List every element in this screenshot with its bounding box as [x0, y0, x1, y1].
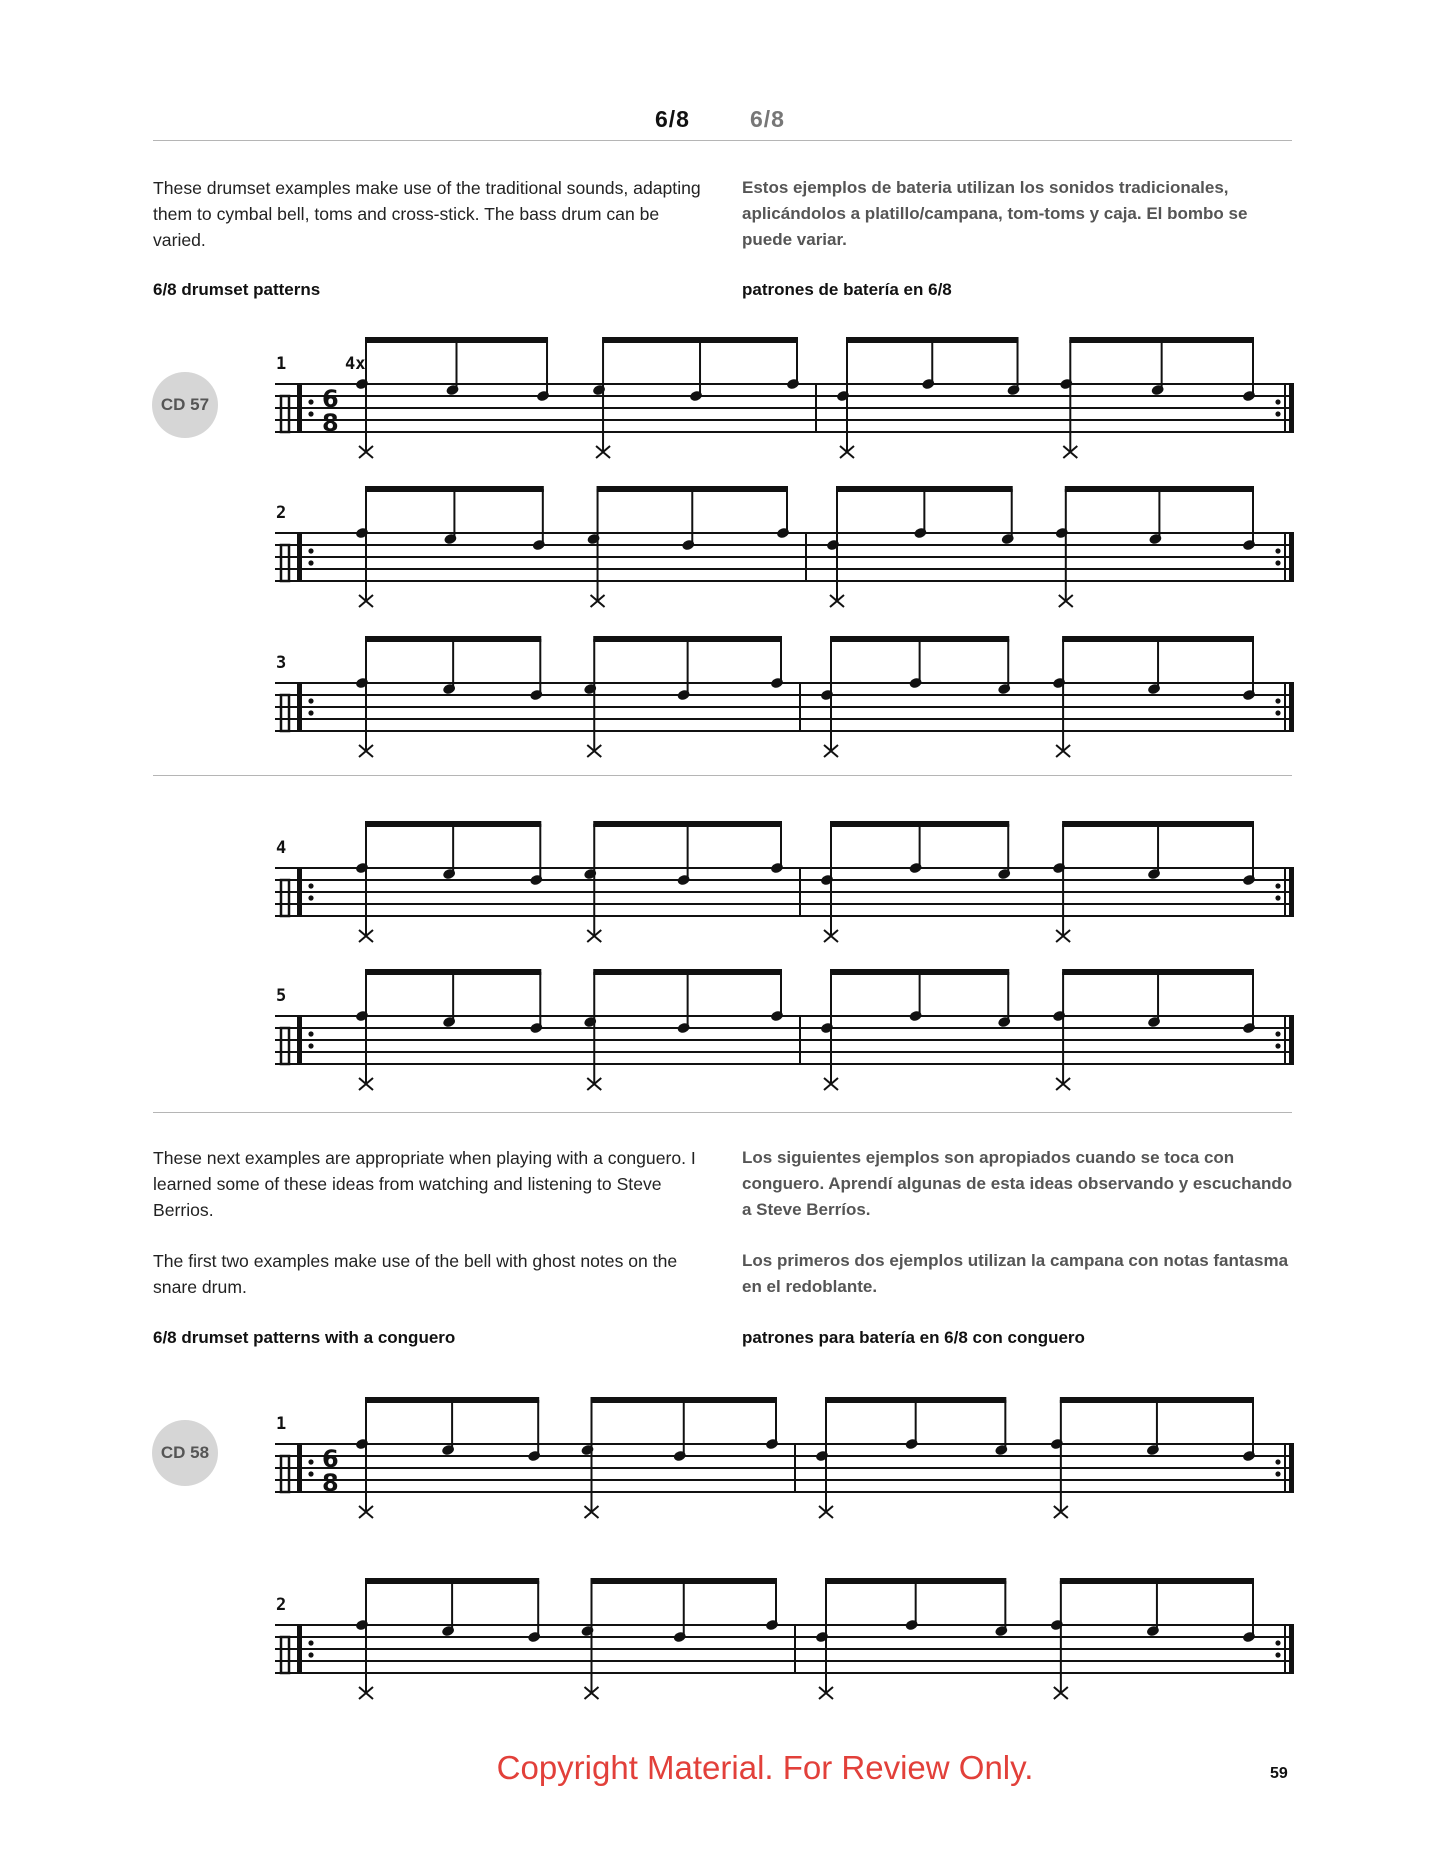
note-head — [1055, 527, 1069, 540]
note-head — [994, 1444, 1008, 1457]
note-head — [689, 390, 703, 403]
example-number: 3 — [276, 653, 287, 673]
note-head — [908, 1010, 922, 1023]
note-head — [355, 1010, 369, 1023]
note-head — [1052, 677, 1066, 690]
ghost-notes-paragraph-en: The first two examples make use of the bell with ghost notes on the snare drum. — [153, 1251, 678, 1297]
repeat-dot — [308, 698, 313, 703]
repeat-end-barline — [1289, 867, 1294, 917]
note-head — [355, 378, 369, 391]
repeat-start-barline — [297, 383, 302, 433]
note-head — [997, 683, 1011, 696]
conguero-heading-en: 6/8 drumset patterns with a conguero — [153, 1328, 456, 1347]
note-head — [765, 1438, 779, 1451]
repeat-dot — [308, 1031, 313, 1036]
note-head — [1147, 1016, 1161, 1029]
repeat-dot — [1275, 1459, 1280, 1464]
percussion-clef-icon — [281, 1456, 289, 1492]
note-head — [815, 1631, 829, 1644]
note-head — [529, 1022, 543, 1035]
note-head — [583, 683, 597, 696]
note-head — [583, 868, 597, 881]
ghost-notes-paragraph-es: Los primeros dos ejemplos utilizan la campana con notas fantasma en el redoblante. — [742, 1251, 1289, 1296]
note-head — [442, 868, 456, 881]
note-head — [765, 1619, 779, 1632]
note-head — [770, 862, 784, 875]
note-head — [1147, 868, 1161, 881]
note-head — [1242, 390, 1256, 403]
example-number: 1 — [276, 354, 287, 374]
note-head — [1052, 1010, 1066, 1023]
repeat-start-barline — [297, 1624, 302, 1674]
note-head — [826, 539, 840, 552]
note-head — [815, 1450, 829, 1463]
note-head — [770, 1010, 784, 1023]
repeat-dot — [308, 548, 313, 553]
note-head — [997, 868, 1011, 881]
time-signature-bottom: 8 — [322, 1469, 339, 1497]
repeat-end-barline — [1289, 1015, 1294, 1065]
repeat-end-barline — [1289, 1443, 1294, 1493]
note-head — [908, 677, 922, 690]
conguero-paragraph-en: These next examples are appropriate when playing with a conguero. I learned some of these ideas from watching and listening to Steve Berrios. — [153, 1148, 696, 1220]
note-head — [676, 689, 690, 702]
example-number: 5 — [276, 986, 287, 1006]
note-head — [1147, 683, 1161, 696]
repeat-dot — [1275, 698, 1280, 703]
repeat-dot — [308, 1652, 313, 1657]
repeat-dot — [308, 560, 313, 565]
note-head — [681, 539, 695, 552]
note-head — [580, 1444, 594, 1457]
repeat-dot — [1275, 710, 1280, 715]
section-heading-en: 6/8 drumset patterns — [153, 280, 321, 299]
note-head — [820, 689, 834, 702]
note-head — [441, 1444, 455, 1457]
note-head — [355, 527, 369, 540]
note-head — [997, 1016, 1011, 1029]
note-head — [1242, 539, 1256, 552]
repeat-dot — [1275, 548, 1280, 553]
time-signature-bottom: 8 — [322, 409, 339, 437]
repeat-dot — [1275, 1652, 1280, 1657]
repeat-end-barline — [1289, 682, 1294, 732]
repeat-dot — [1275, 399, 1280, 404]
repeat-dot — [308, 1459, 313, 1464]
note-head — [583, 1016, 597, 1029]
note-head — [442, 1016, 456, 1029]
note-head — [586, 533, 600, 546]
percussion-clef-icon — [281, 545, 289, 581]
note-head — [1242, 1022, 1256, 1035]
example-number: 2 — [276, 503, 287, 523]
note-head — [580, 1625, 594, 1638]
note-head — [532, 539, 546, 552]
repeat-dot — [1275, 560, 1280, 565]
note-head — [441, 1625, 455, 1638]
note-head — [442, 683, 456, 696]
note-head — [1242, 1631, 1256, 1644]
note-head — [445, 384, 459, 397]
cd-track-badge: CD 57 — [152, 372, 218, 438]
repeat-dot — [308, 399, 313, 404]
repeat-start-barline — [297, 1443, 302, 1493]
percussion-clef-icon — [281, 1637, 289, 1673]
repeat-dot — [308, 1043, 313, 1048]
copyright-notice: Copyright Material. For Review Only. — [496, 1749, 1034, 1786]
repeat-dot — [308, 883, 313, 888]
note-head — [443, 533, 457, 546]
section-divider — [153, 1112, 1292, 1113]
note-head — [913, 527, 927, 540]
note-head — [676, 1022, 690, 1035]
percussion-clef-icon — [281, 880, 289, 916]
note-head — [529, 689, 543, 702]
repeat-start-barline — [297, 682, 302, 732]
repeat-end-barline — [1289, 383, 1294, 433]
percussion-clef-icon — [281, 695, 289, 731]
note-head — [1006, 384, 1020, 397]
page-number: 59 — [1270, 1765, 1288, 1782]
note-head — [1052, 862, 1066, 875]
repeat-dot — [1275, 1031, 1280, 1036]
note-head — [1242, 874, 1256, 887]
repeat-dot — [1275, 895, 1280, 900]
example-number: 4 — [276, 838, 287, 858]
note-head — [1146, 1625, 1160, 1638]
note-head — [592, 384, 606, 397]
repeat-dot — [308, 411, 313, 416]
note-head — [1001, 533, 1015, 546]
repeat-end-barline — [1289, 1624, 1294, 1674]
cd-track-badge: CD 58 — [152, 1420, 218, 1486]
repeat-dot — [1275, 411, 1280, 416]
note-head — [355, 1438, 369, 1451]
example-number: 1 — [276, 1414, 287, 1434]
example-number: 2 — [276, 1595, 287, 1615]
note-head — [770, 677, 784, 690]
repeat-count: 4x — [345, 354, 366, 374]
repeat-dot — [308, 1640, 313, 1645]
time-signature-top: 6 — [322, 385, 339, 413]
note-head — [836, 390, 850, 403]
repeat-dot — [308, 1471, 313, 1476]
note-head — [673, 1631, 687, 1644]
time-signature-top: 6 — [322, 1445, 339, 1473]
note-head — [776, 527, 790, 540]
section-heading-es: patrones de batería en 6/8 — [742, 280, 952, 299]
page-title-es: 6/8 — [750, 106, 785, 132]
percussion-clef-icon — [281, 396, 289, 432]
note-head — [676, 874, 690, 887]
note-head — [1146, 1444, 1160, 1457]
note-head — [904, 1619, 918, 1632]
note-head — [673, 1450, 687, 1463]
repeat-dot — [308, 895, 313, 900]
note-head — [1150, 384, 1164, 397]
note-head — [786, 378, 800, 391]
conguero-heading-es: patrones para batería en 6/8 con conguero — [742, 1328, 1085, 1347]
note-head — [904, 1438, 918, 1451]
repeat-start-barline — [297, 532, 302, 582]
note-head — [529, 874, 543, 887]
percussion-clef-icon — [281, 1028, 289, 1064]
repeat-dot — [308, 710, 313, 715]
note-head — [1059, 378, 1073, 391]
note-head — [527, 1631, 541, 1644]
repeat-end-barline — [1289, 532, 1294, 582]
note-head — [1242, 689, 1256, 702]
note-head — [1148, 533, 1162, 546]
note-head — [355, 677, 369, 690]
repeat-start-barline — [297, 867, 302, 917]
note-head — [1242, 1450, 1256, 1463]
note-head — [820, 1022, 834, 1035]
intro-paragraph-es: Estos ejemplos de bateria utilizan los sonidos tradicionales, aplicándolos a platillo/campana, tom-toms y caja. El bombo se puede variar. — [742, 178, 1248, 249]
note-head — [527, 1450, 541, 1463]
page-title-en: 6/8 — [655, 106, 690, 132]
intro-paragraph-en: These drumset examples make use of the traditional sounds, adapting them to cymbal bell, toms and cross-stick. The bass drum can be varied. — [153, 178, 701, 250]
note-head — [1050, 1438, 1064, 1451]
repeat-dot — [1275, 1043, 1280, 1048]
note-head — [1050, 1619, 1064, 1632]
repeat-dot — [1275, 1471, 1280, 1476]
repeat-start-barline — [297, 1015, 302, 1065]
conguero-paragraph-es: Los siguientes ejemplos son apropiados cuando se toca con conguero. Aprendí algunas de esta ideas observando y escuchando a Steve Berríos. — [742, 1148, 1293, 1219]
note-head — [355, 862, 369, 875]
repeat-dot — [1275, 883, 1280, 888]
note-head — [820, 874, 834, 887]
section-divider — [153, 775, 1292, 776]
repeat-dot — [1275, 1640, 1280, 1645]
note-head — [921, 378, 935, 391]
note-head — [536, 390, 550, 403]
note-head — [355, 1619, 369, 1632]
note-head — [908, 862, 922, 875]
note-head — [994, 1625, 1008, 1638]
